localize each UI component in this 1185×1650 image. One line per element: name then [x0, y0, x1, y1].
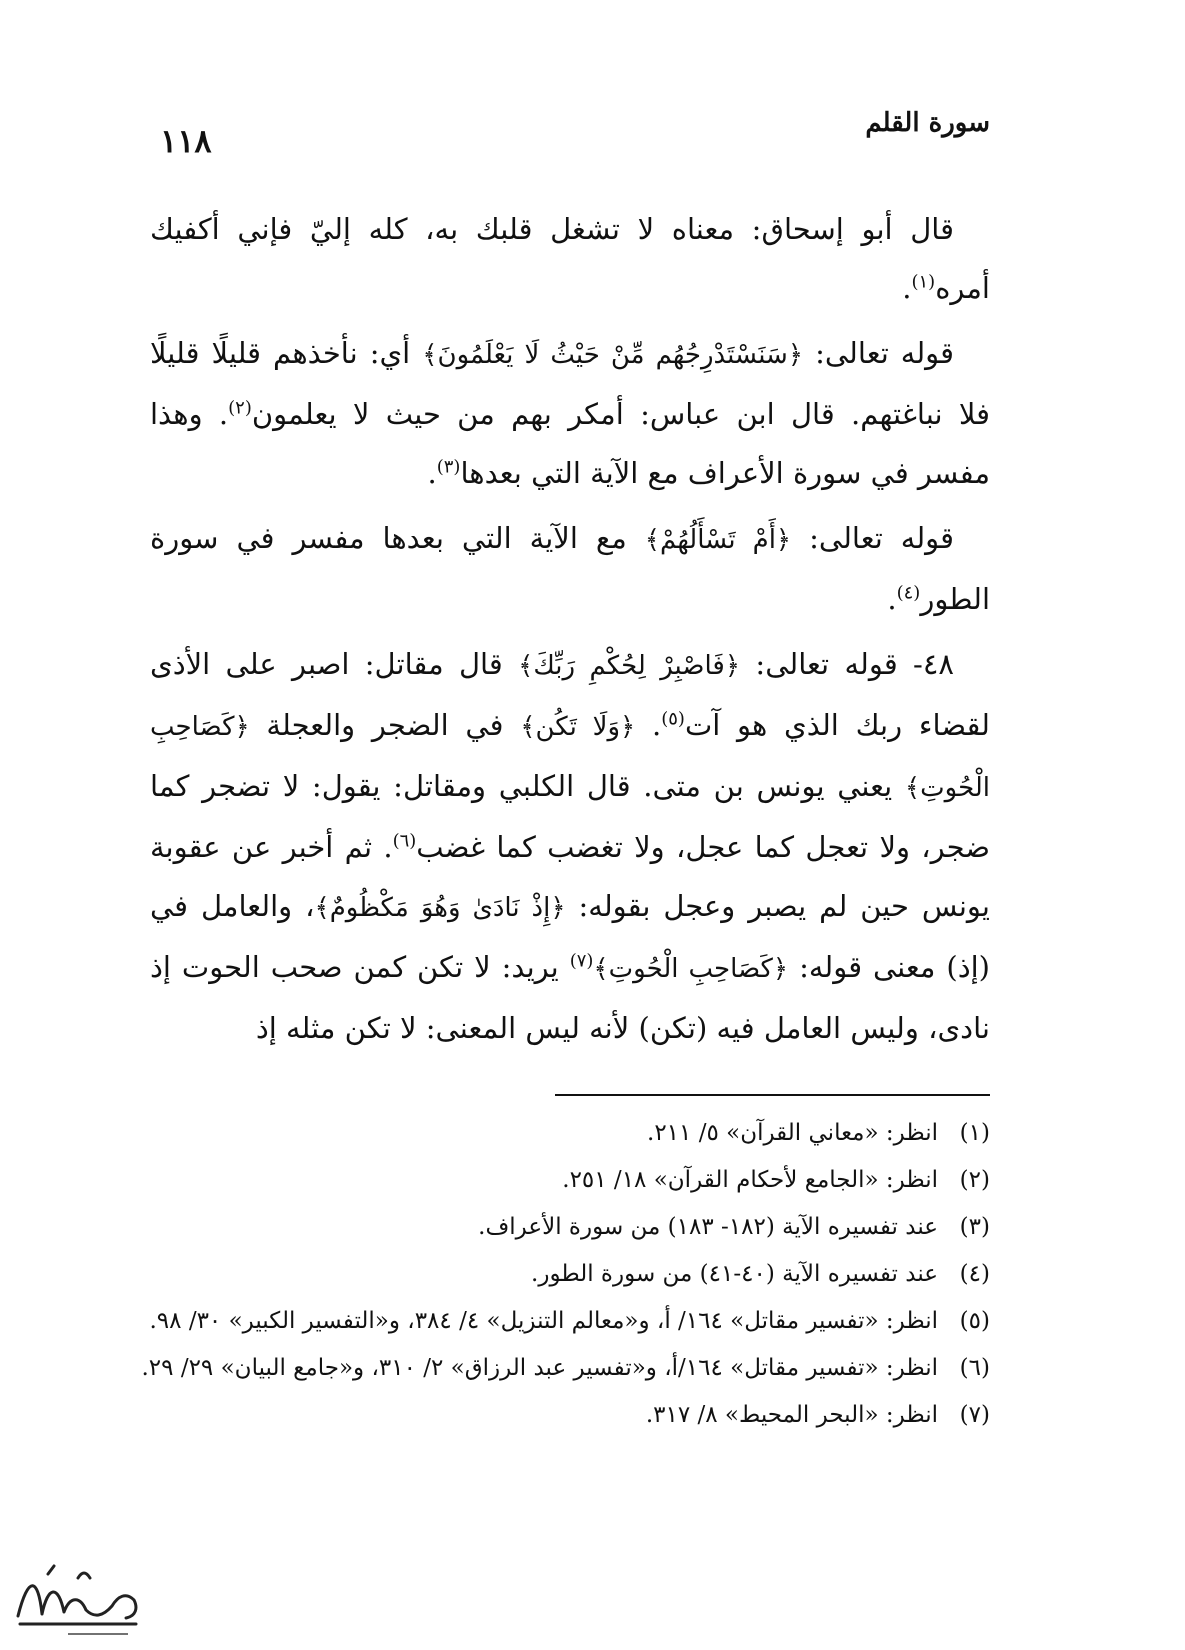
footnote-4 — [140, 1251, 990, 1298]
paragraph-1: قال أبو إسحاق: معناه لا تشغل قلبك به، كله إليّ فإني أكفيك أمره$^{(١)}$. — [150, 212, 990, 305]
footnote-number: (٤) — [959, 1261, 990, 1287]
footnote-number: (١) — [959, 1120, 990, 1146]
body-text — [150, 200, 990, 1058]
paragraph-text: قال أبو إسحاق: معناه لا تشغل قلبك به، كله إليّ فإني أكفيك أمره — [150, 212, 990, 305]
footnote-2 — [140, 1157, 990, 1204]
quran-verse: ﴿كَصَاحِبِ الْحُوتِ﴾ — [150, 712, 990, 803]
footnote-ref: (٣) — [436, 456, 461, 478]
paragraph-3: قوله تعالى: ﴿أَمْ تَسْأَلُهُمْ﴾ مع الآية التي بعدها مفسر في سورة الطور$^{(٤)}$. — [150, 521, 990, 616]
footnote-ref: (٥) — [661, 708, 685, 730]
footnote-ref: (٤) — [896, 582, 921, 604]
footnote-ref: (١) — [911, 271, 936, 293]
quran-verse: ﴿كَصَاحِبِ الْحُوتِ﴾ — [593, 954, 789, 984]
footnote-7 — [140, 1392, 990, 1439]
calligraphy-watermark-logo — [8, 1556, 148, 1640]
footnote-6 — [140, 1345, 990, 1392]
footnotes — [140, 1110, 990, 1439]
footnote-1 — [140, 1110, 990, 1157]
footnote-text: انظر: «معاني القرآن» ٥/ ٢١١. — [647, 1120, 938, 1146]
quran-verse: ﴿أَمْ تَسْأَلُهُمْ﴾ — [644, 525, 792, 555]
footnote-text: انظر: «الجامع لأحكام القرآن» ١٨/ ٢٥١. — [562, 1167, 938, 1193]
footnote-5 — [140, 1298, 990, 1345]
page-header — [160, 108, 990, 168]
footnote-number: (٢) — [959, 1167, 990, 1193]
footnote-number: (٦) — [959, 1355, 990, 1381]
quran-verse: ﴿فَاصْبِرْ لِحُكْمِ رَبِّكَ﴾ — [518, 651, 741, 681]
quran-verse: ﴿وَلَا تَكُن﴾ — [520, 712, 636, 742]
footnote-text: انظر: «تفسير مقاتل» ١٦٤/ أ، و«معالم التنزيل» ٤/ ٣٨٤، و«التفسير الكبير» ٣٠/ ٩٨. — [149, 1308, 938, 1334]
footnote-3 — [140, 1204, 990, 1251]
footnote-ref: (٧) — [569, 950, 594, 972]
footnote-divider — [555, 1094, 990, 1096]
footnote-text: عند تفسيره الآية (٤٠-٤١) من سورة الطور. — [531, 1261, 938, 1287]
footnote-number: (٥) — [959, 1308, 990, 1334]
surah-title: سورة القلم — [865, 108, 990, 138]
quran-verse: ﴿إِذْ نَادَىٰ وَهُوَ مَكْظُومٌ﴾ — [314, 893, 566, 923]
footnote-text: انظر: «تفسير مقاتل» ١٦٤/أ، و«تفسير عبد الرزاق» ٢/ ٣١٠، و«جامع البيان» ٢٩/ ٢٩. — [141, 1355, 938, 1381]
footnote-ref: (٦) — [392, 830, 417, 852]
footnote-text: عند تفسيره الآية (١٨٢- ١٨٣) من سورة الأعراف. — [478, 1214, 938, 1240]
footnote-text: انظر: «البحر المحيط» ٨/ ٣١٧. — [645, 1402, 938, 1428]
footnote-ref: (٢) — [228, 397, 252, 419]
quran-verse: ﴿سَنَسْتَدْرِجُهُم مِّنْ حَيْثُ لَا يَعْلَمُونَ﴾ — [422, 340, 804, 370]
paragraph-4: ٤٨- قوله تعالى: ﴿فَاصْبِرْ لِحُكْمِ رَبِّكَ﴾ قال مقاتل: اصبر على الأذى لقضاء ربك الذي هو آت$^{(٥)}$. ﴿وَلَا تَكُن﴾ في الضجر والعجلة ﴿كَصَاحِبِ الْحُوتِ﴾ يعني يونس بن متى. قال الكلبي ومقاتل: يقول: لا تضجر كما ضجر، ولا تعجل كما عجل، ولا تغضب كما غضب$^{(٦)}$. ثم أخبر عن عقوبة يونس حين لم يصبر وعجل بقوله: ﴿إِذْ نَادَىٰ وَهُوَ مَكْظُومٌ﴾، والعامل في (إذ) معنى قوله: ﴿كَصَاحِبِ الْحُوتِ﴾$^{(٧)}$ يريد: لا تكن كمن صحب الحوت إذ نادى، وليس العامل فيه (تكن) لأنه ليس المعنى: لا تكن مثله إذ — [150, 647, 991, 1045]
footnote-number: (٣) — [959, 1214, 990, 1240]
footnote-number: (٧) — [959, 1402, 990, 1428]
page-number: ١١٨ — [160, 122, 212, 160]
paragraph-2: قوله تعالى: ﴿سَنَسْتَدْرِجُهُم مِّنْ حَيْثُ لَا يَعْلَمُونَ﴾ أي: نأخذهم قليلًا قليلًا فلا نباغتهم. قال ابن عباس: أمكر بهم من حيث لا يعلمون$^{(٢)}$. وهذا مفسر في سورة الأعراف مع الآية التي بعدها$^{(٣)}$. — [150, 336, 990, 490]
